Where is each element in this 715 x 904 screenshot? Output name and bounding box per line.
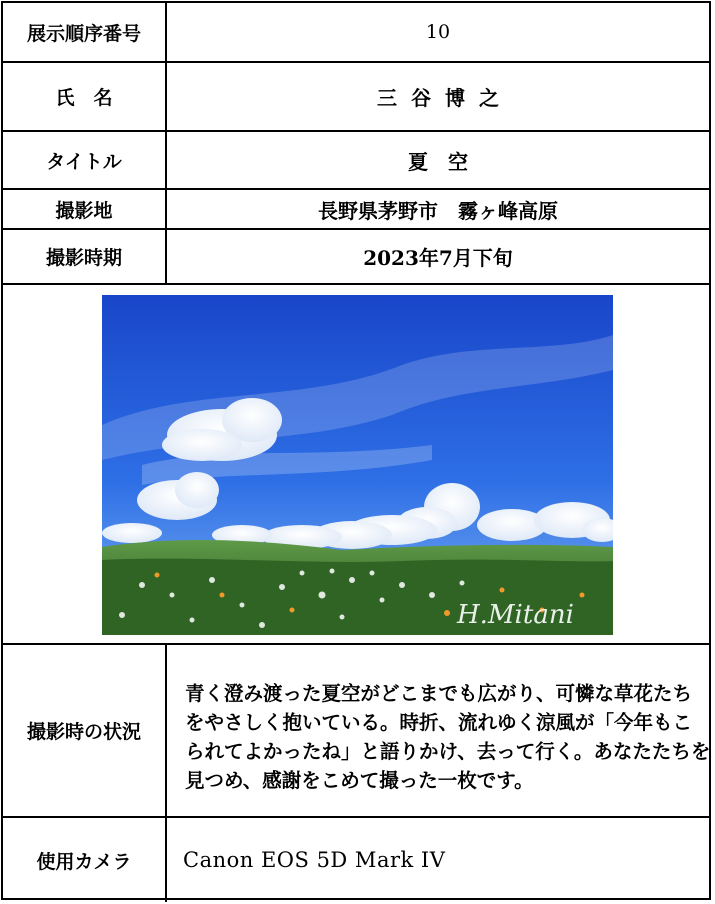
row-number — [3, 3, 709, 63]
location-value: 長野県茅野市 霧ヶ峰高原 — [318, 198, 558, 223]
exhibit-sheet — [1, 1, 711, 900]
name-label: 氏 名 — [3, 63, 167, 130]
title-value: 夏 空 — [408, 149, 468, 174]
row-camera — [3, 818, 709, 902]
situation-label: 撮影時の状況 — [3, 645, 167, 816]
situation-line: 見つめ、感謝をこめて撮った一枚です。 — [185, 769, 534, 792]
row-title — [3, 132, 709, 190]
row-location — [3, 190, 709, 230]
landscape-photo — [102, 295, 613, 635]
situation-line: をやさしく抱いている。時折、流れゆく涼風が「今年もこ — [185, 711, 693, 734]
situation-line: 青く澄み渡った夏空がどこまでも広がり、可憐な草花たち — [185, 682, 693, 705]
row-situation — [3, 645, 709, 818]
period-value: 2023年7月下旬 — [363, 246, 513, 270]
situation-line: られてよかったね」と語りかけ、去って行く。あなたたちを — [185, 740, 711, 763]
photo-signature: H.Mitani — [457, 600, 574, 630]
title-label: タイトル — [3, 132, 167, 188]
row-period — [3, 230, 709, 285]
camera-label: 使用カメラ — [3, 818, 167, 902]
number-value: 10 — [425, 21, 451, 43]
location-label: 撮影地 — [3, 190, 167, 228]
row-photo — [3, 285, 709, 645]
photo-image — [102, 295, 613, 635]
camera-value: Canon EOS 5D Mark IV — [183, 848, 446, 872]
number-label: 展示順序番号 — [3, 3, 167, 61]
row-name — [3, 63, 709, 132]
period-label: 撮影時期 — [3, 230, 167, 283]
situation-text — [167, 645, 709, 816]
name-value: 三谷博之 — [377, 86, 513, 110]
